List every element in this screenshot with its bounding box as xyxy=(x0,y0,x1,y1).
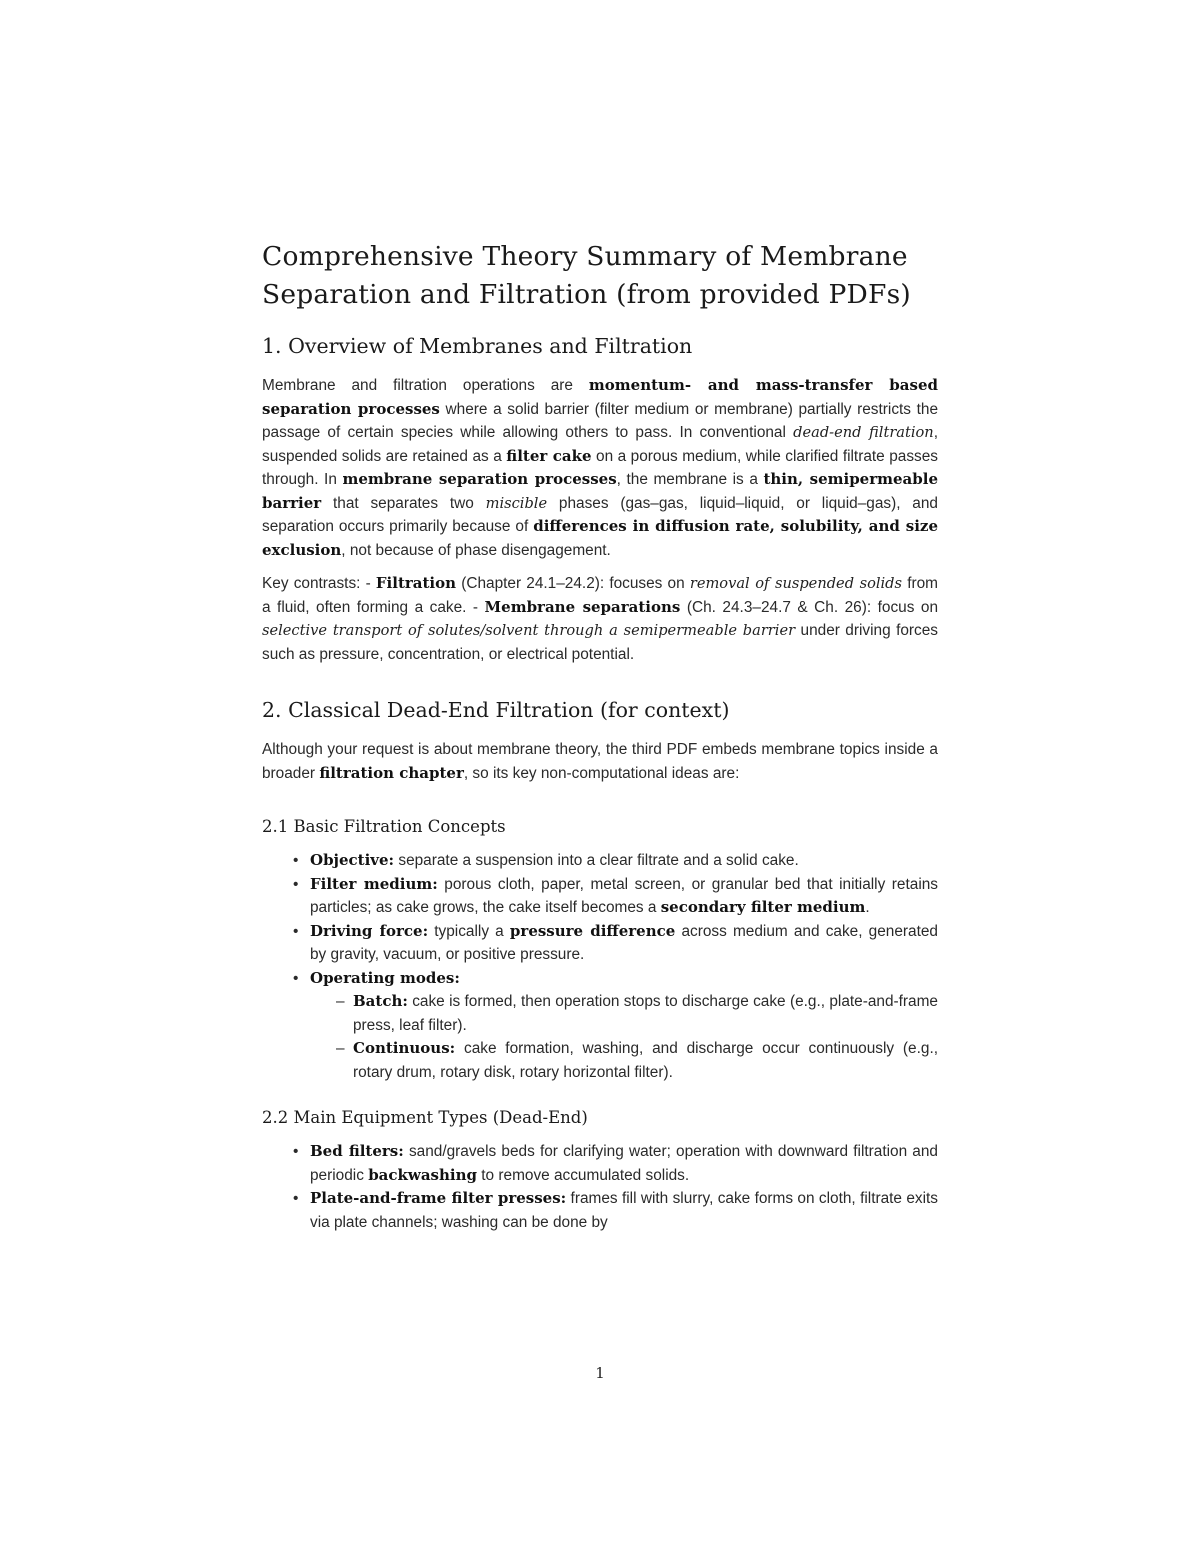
page-number: 1 xyxy=(595,1364,605,1382)
list-item-plate-and-frame xyxy=(310,1187,938,1234)
document-page xyxy=(262,238,938,1234)
modes-sublist xyxy=(310,990,938,1084)
section-1-heading: 1. Overview of Membranes and Filtration xyxy=(262,334,693,358)
item-text: frames fill with slurry, cake forms on cloth, filtrate exits via plate channels; washing can be done by xyxy=(310,1190,938,1231)
text: (Chapter 24.1–24.2): focuses on xyxy=(456,575,690,592)
section-overview xyxy=(262,332,938,666)
item-label: Objective: xyxy=(310,851,395,869)
sublist-item-continuous xyxy=(353,1037,938,1084)
item-label: Driving force: xyxy=(310,921,429,940)
text: Although your request is about membrane theory, the third PDF embeds membrane topics inside a broader xyxy=(262,741,938,782)
emphasis: differences in diffusion rate, solubility, and size exclusion xyxy=(262,517,938,559)
emphasis: backwashing xyxy=(368,1165,477,1184)
subsection-equipment-types xyxy=(262,1106,938,1234)
text: , suspended solids are retained as a xyxy=(262,424,938,465)
section-dead-end-filtration xyxy=(262,696,938,1234)
text: under driving forces such as pressure, concentration, or electrical potential. xyxy=(262,622,938,663)
item-label: Filter medium: xyxy=(310,874,438,893)
item-label: Bed filters: xyxy=(310,1142,404,1160)
item-label: Operating modes: xyxy=(310,968,460,987)
item-label: Plate-and-frame filter presses: xyxy=(310,1189,567,1207)
item-text: sand/gravels beds for clarifying water; operation with downward filtration and periodic xyxy=(310,1143,938,1184)
italic-term: selective transport of solutes/solvent through a semipermeable barrier xyxy=(262,622,796,639)
emphasis: Filtration xyxy=(375,574,457,592)
text: on a porous medium, while clarified filtrate passes through. In xyxy=(262,447,938,488)
key-contrasts-paragraph xyxy=(262,572,938,666)
equipment-list xyxy=(262,1140,938,1234)
list-item-operating-modes xyxy=(310,967,938,1085)
sublist-item-batch xyxy=(353,990,938,1037)
text: Membrane and filtration operations are xyxy=(262,377,589,394)
section-2-intro xyxy=(262,738,938,785)
list-item-driving-force xyxy=(310,920,938,967)
text: that separates two xyxy=(321,494,486,512)
emphasis: filter cake xyxy=(506,446,592,465)
item-text: porous cloth, paper, metal screen, or granular bed that initially retains particles; as cake grows, the cake itself becomes a xyxy=(310,875,938,916)
italic-term: dead-end filtration xyxy=(793,424,934,441)
item-text: cake formation, washing, and discharge occur continuously (e.g., rotary drum, rotary disk, rotary horizontal filter). xyxy=(353,1040,938,1081)
item-text: typically a xyxy=(428,922,510,940)
text: , not because of phase disengagement. xyxy=(341,541,611,559)
list-item-filter-medium xyxy=(310,873,938,920)
list-item-bed-filters xyxy=(310,1140,938,1187)
overview-paragraph xyxy=(262,374,938,562)
item-text: cake is formed, then operation stops to discharge cake (e.g., plate-and-frame press, leaf filter). xyxy=(353,993,938,1034)
emphasis: momentum- and mass-transfer based separation processes xyxy=(262,376,938,418)
subsection-basic-concepts xyxy=(262,815,938,1084)
text: (Ch. 24.3–24.7 & Ch. 26): focus on xyxy=(680,598,939,616)
item-text: across medium and cake, generated by gravity, vacuum, or positive pressure. xyxy=(310,922,938,963)
item-label: Continuous: xyxy=(353,1039,456,1057)
emphasis: pressure difference xyxy=(509,921,676,940)
text: Key contrasts: - xyxy=(262,575,376,592)
text: phases (gas–gas, liquid–liquid, or liquid–gas), and separation occurs primarily because of xyxy=(262,494,938,535)
item-text: separate a suspension into a clear filtrate and a solid cake. xyxy=(394,852,799,869)
emphasis: filtration chapter xyxy=(319,763,464,782)
text: from a fluid, often forming a cake. - xyxy=(262,575,938,616)
italic-term: removal of suspended solids xyxy=(689,575,903,592)
text: , so its key non-computational ideas are: xyxy=(463,764,740,782)
emphasis: membrane separation processes xyxy=(342,470,617,488)
concepts-list xyxy=(262,849,938,1084)
italic-term: miscible xyxy=(485,494,548,512)
item-text: to remove accumulated solids. xyxy=(477,1166,690,1184)
emphasis: thin, semipermeable barrier xyxy=(262,470,938,512)
emphasis: secondary filter medium xyxy=(660,898,866,916)
item-text: . xyxy=(865,899,870,916)
document-title: Comprehensive Theory Summary of Membrane Separation and Filtration (from provided PDFs) xyxy=(262,241,911,310)
list-item-objective xyxy=(310,849,938,873)
section-2-heading: 2. Classical Dead-End Filtration (for context) xyxy=(262,698,730,722)
item-label: Batch: xyxy=(353,992,408,1010)
subsection-2-2-heading: 2.2 Main Equipment Types (Dead-End) xyxy=(262,1108,588,1127)
subsection-2-1-heading: 2.1 Basic Filtration Concepts xyxy=(262,817,506,836)
emphasis: Membrane separations xyxy=(484,597,681,616)
text: , the membrane is a xyxy=(616,471,764,488)
text: where a solid barrier (filter medium or membrane) partially restricts the passage of certain species while allowing others to pass. In conventional xyxy=(262,400,939,441)
